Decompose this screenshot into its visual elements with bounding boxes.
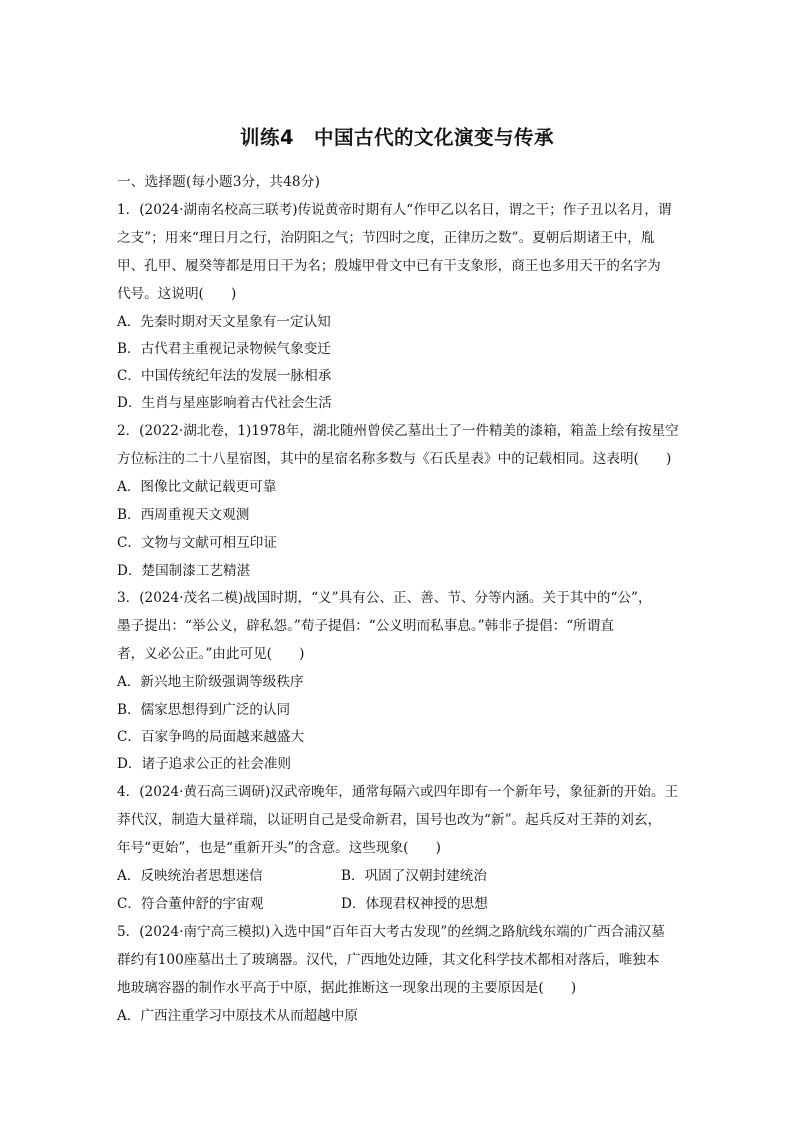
question-5-line: 群约有100座墓出土了玻璃器。汉代，广西地处边陲，其文化科学技术都相对落后，唯独本 xyxy=(117,952,660,968)
question-4-options-row xyxy=(117,894,679,914)
question-2-line: 2．(2022·湖北卷，1)1978年，湖北随州曾侯乙墓出土了一件精美的漆箱，箱盖上绘有按星空 xyxy=(117,423,679,439)
question-4-options-row xyxy=(117,866,679,886)
question-3-line: 者，义必公正。”由此可见( ) xyxy=(117,646,305,662)
question-2-line: 方位标注的二十八星宿图，其中的星宿名称多数与《石氏星表》中的记载相同。这表明( ) xyxy=(117,451,672,467)
question-2-option-d: D．楚国制漆工艺精湛 xyxy=(117,563,251,579)
question-3-line: 墨子提出：“举公义，辟私怨。”荀子提倡：“公义明而私事息。”韩非子提倡：“所谓直 xyxy=(117,618,614,634)
question-3-option-b: B．儒家思想得到广泛的认同 xyxy=(117,702,291,718)
section-heading: 一、选择题(每小题3分，共48分) xyxy=(117,174,321,190)
question-1-line: 甲、孔甲、履癸等都是用日干为名；殷墟甲骨文中已有干支象形，商王也多用天干的名字为 xyxy=(117,258,661,274)
question-5-line: 5．(2024·南宁高三模拟)入选中国“百年百大考古发现”的丝绸之路航线东端的广西合浦汉墓 xyxy=(117,924,665,940)
question-4-line: 4．(2024·黄石高三调研)汉武帝晚年，通常每隔六或四年即有一个新年号，象征新的开始。王 xyxy=(117,784,679,800)
question-2-option-b: B．西周重视天文观测 xyxy=(117,507,250,523)
page-title: 训练4 中国古代的文化演变与传承 xyxy=(239,126,555,149)
question-1-line: 代号。这说明( ) xyxy=(117,286,237,302)
question-2-option-a: A．图像比文献记载更可靠 xyxy=(117,479,277,495)
question-2-option-c: C．文物与文献可相互印证 xyxy=(117,535,277,551)
question-5-option-a: A．广西注重学习中原技术从而超越中原 xyxy=(117,1008,358,1024)
question-3-option-c: C．百家争鸣的局面越来越盛大 xyxy=(117,729,305,745)
question-4-option-a: A．反映统治者思想迷信 xyxy=(117,868,263,884)
question-1-line: 之支”；用来“理日月之行，治阴阳之气；节四时之度，正律历之数”。夏朝后期诸王中，胤 xyxy=(117,230,655,246)
question-1-option-d: D．生肖与星座影响着古代社会生活 xyxy=(117,395,332,411)
question-4-option-b: B．巩固了汉朝封建统治 xyxy=(341,868,487,884)
question-4-line: 莽代汉，制造大量祥瑞，以证明自己是受命新君，国号也改为“新”。起兵反对王莽的刘玄， xyxy=(117,812,662,828)
question-4-line: 年号“更始”，也是“重新开头”的含意。这些现象( ) xyxy=(117,840,441,856)
question-3-line: 3．(2024·茂名二模)战国时期，“义”具有公、正、善、节、分等内涵。关于其中的“公”， xyxy=(117,590,652,606)
question-5-line: 地玻璃容器的制作水平高于中原，据此推断这一现象出现的主要原因是( ) xyxy=(117,980,577,996)
question-1-option-a: A．先秦时期对天文星象有一定认知 xyxy=(117,314,331,330)
question-1-option-b: B．古代君主重视记录物候气象变迁 xyxy=(117,341,331,357)
question-3-option-d: D．诸子追求公正的社会准则 xyxy=(117,756,292,772)
question-4-option-d: D．体现君权神授的思想 xyxy=(341,896,488,912)
question-4-option-c: C．符合董仲舒的宇宙观 xyxy=(117,896,264,912)
question-3-option-a: A．新兴地主阶级强调等级秩序 xyxy=(117,674,304,690)
question-1-option-c: C．中国传统纪年法的发展一脉相承 xyxy=(117,368,332,384)
question-1-line: 1．(2024·湖南名校高三联考)传说黄帝时期有人“作甲乙以名日，谓之干；作子丑以名月，谓 xyxy=(117,202,672,218)
